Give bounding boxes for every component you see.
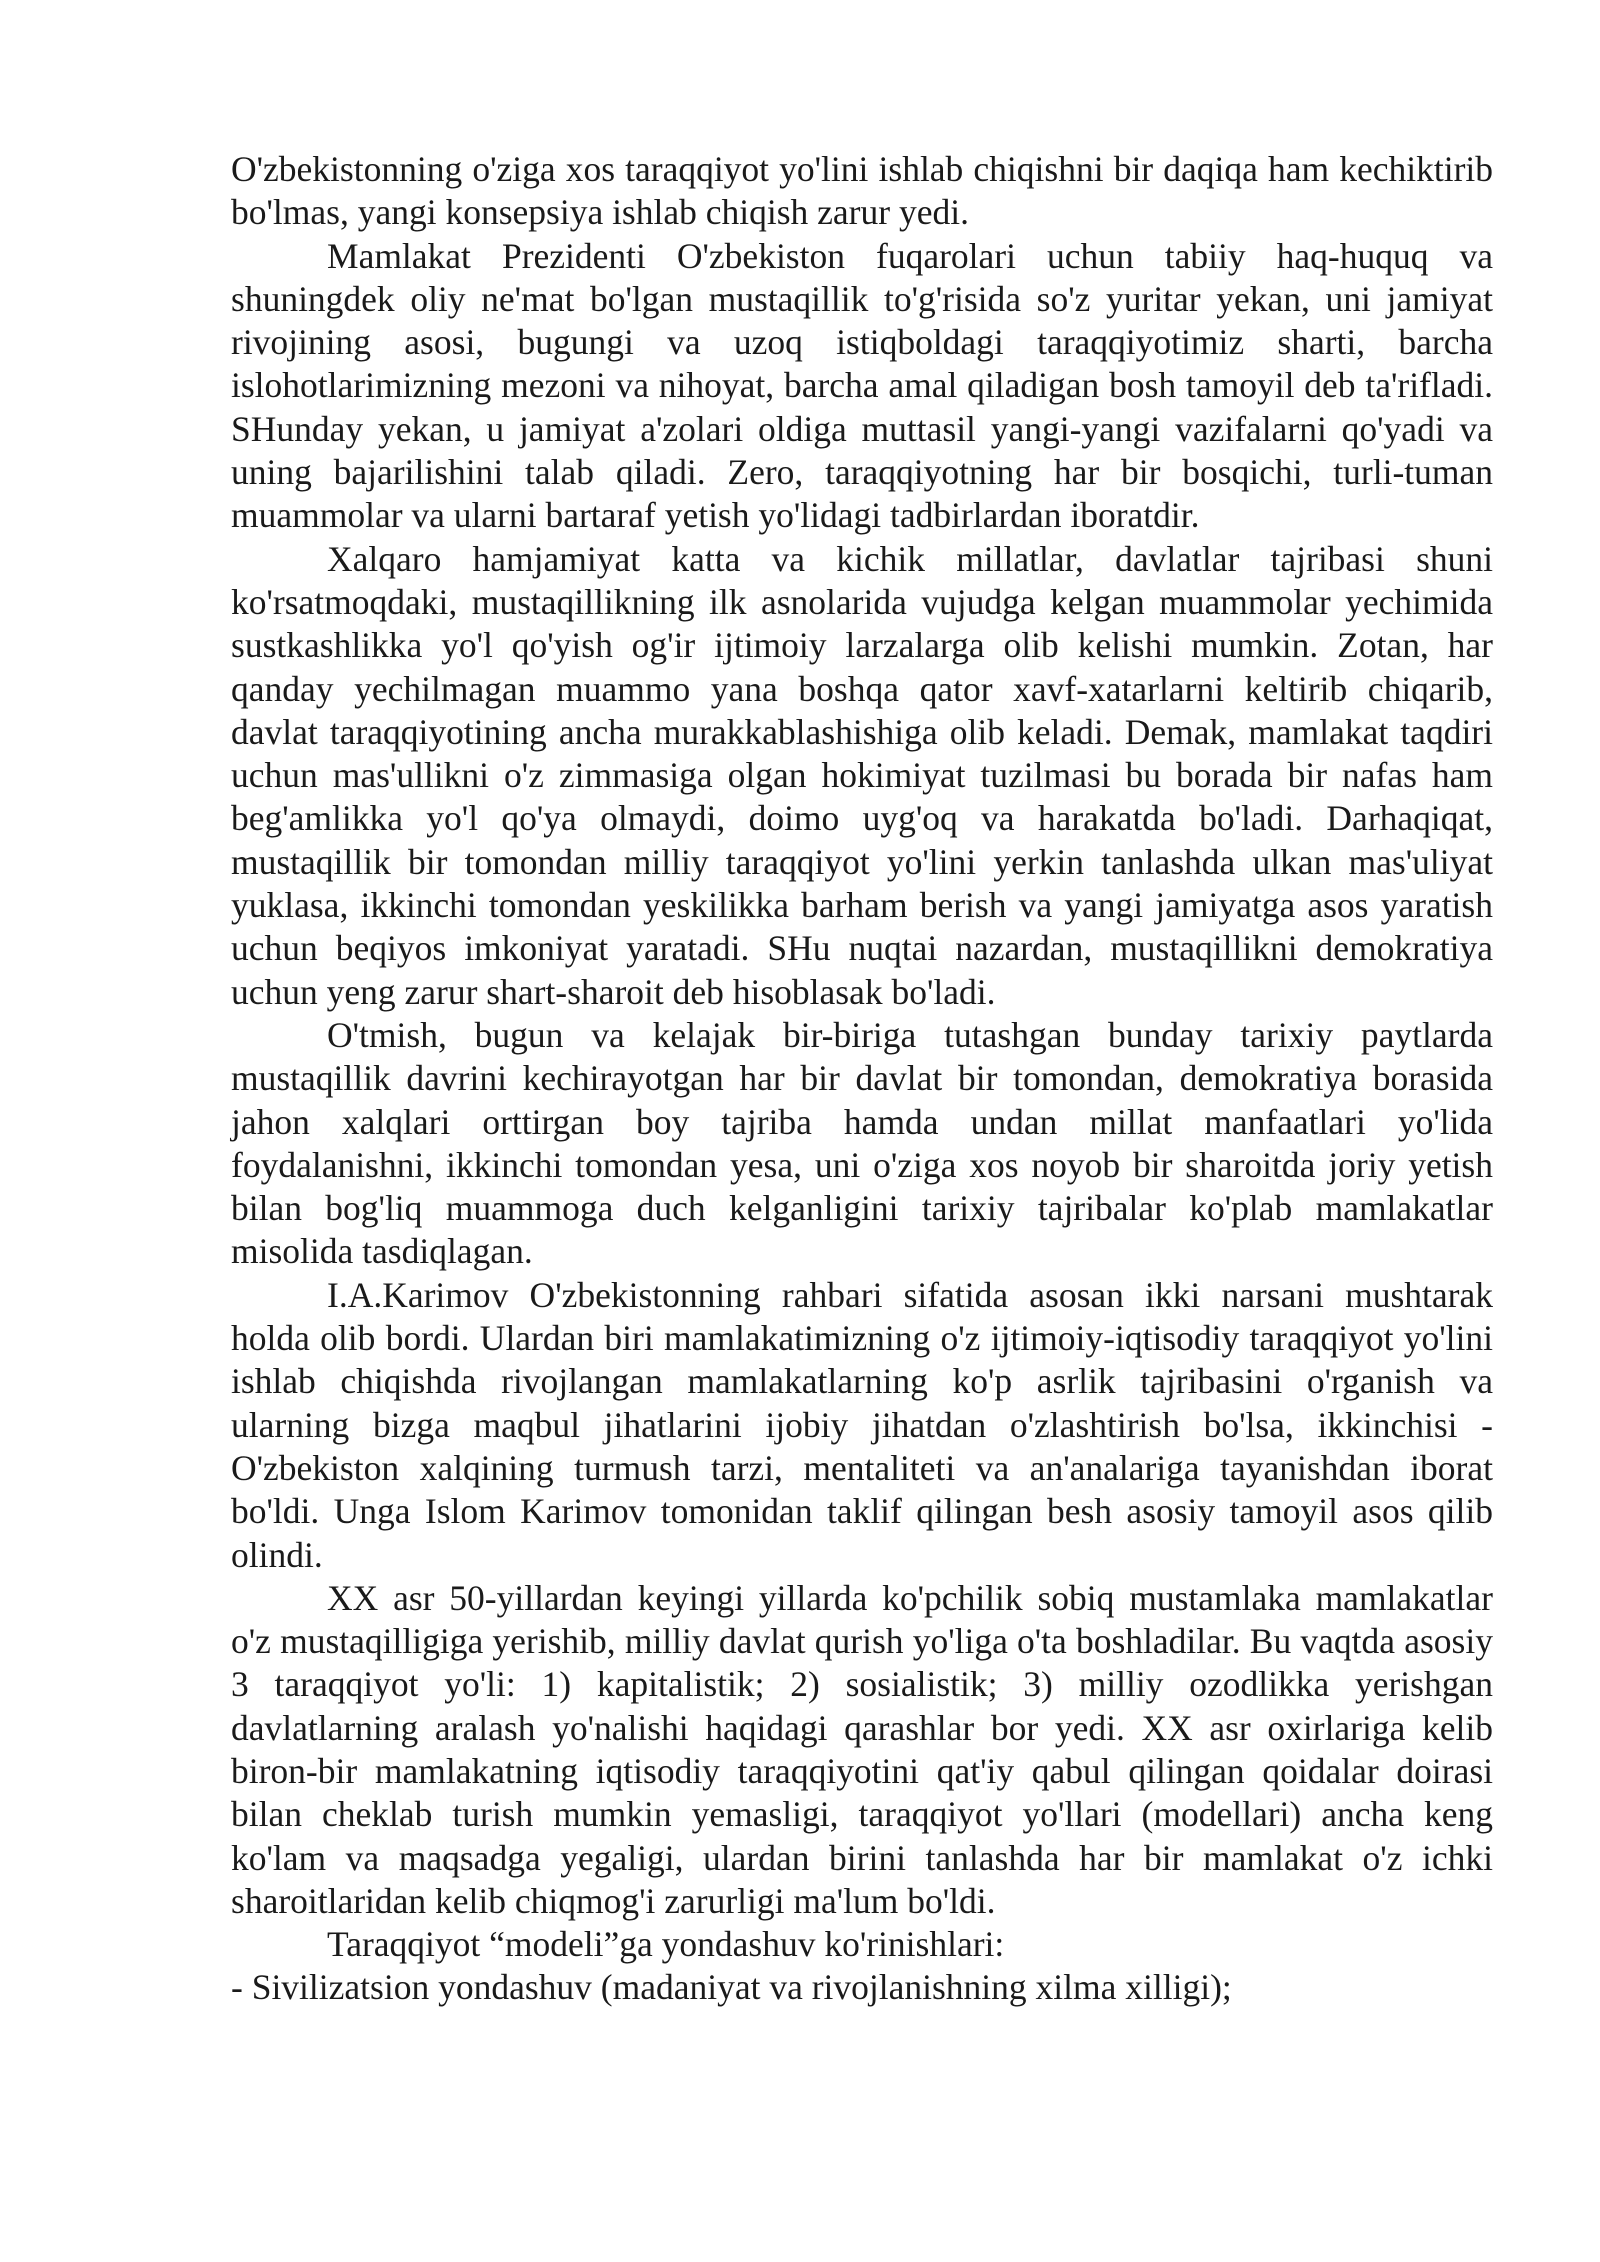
paragraph: XX asr 50-yillardan keyingi yillarda ko'pchilik sobiq mustamlaka mamlakatlar o'z mustaqilligiga yerishib, milliy davlat qurish yo'liga o'ta boshladilar. Bu vaqtda asosiy 3 taraqqiyot yo'li: 1) kapitalistik; 2) sosialistik; 3) milliy ozodlikka yerishgan davlatlarning aralash yo'nalishi haqidagi qarashlar bor yedi. XX asr oxirlariga kelib biron-bir mamlakatning iqtisodiy taraqqiyotini qat'iy qabul qilingan qoidalar doirasi bilan cheklab turish mumkin yemasligi, taraqqiyot yo'llari (modellari) ancha keng ko'lam va maqsadga yegaligi, ulardan birini tanlashda har bir mamlakat o'z ichki sharoitlaridan kelib chiqmog'i zarurligi ma'lum bo'ldi. [231, 1577, 1493, 1921]
list-item: - Sivilizatsion yondashuv (madaniyat va rivojlanishning xilma xilligi); [231, 1967, 1232, 2008]
paragraph: I.A.Karimov O'zbekistonning rahbari sifatida asosan ikki narsani mushtarak holda olib bordi. Ulardan biri mamlakatimizning o'z ijtimoiy-iqtisodiy taraqqiyot yo'lini ishlab chiqishda rivojlangan mamlakatlarning ko'p asrlik tajribasini o'rganish va ularning bizga maqbul jihatlarini ijobiy jihatdan o'zlashtirish bo'lsa, ikkinchisi - O'zbekiston xalqining turmush tarzi, mentaliteti va an'analariga tayanishdan iborat bo'ldi. Unga Islom Karimov tomonidan taklif qilingan besh asosiy tamoyil asos qilib olindi. [231, 1274, 1493, 1575]
paragraph-continuation: O'zbekistonning o'ziga xos taraqqiyot yo'lini ishlab chiqishni bir daqiqa ham kechiktirib bo'lmas, yangi konsepsiya ishlab chiqish zarur yedi. [231, 149, 1493, 233]
document-page [231, 148, 1493, 2010]
paragraph: O'tmish, bugun va kelajak bir-biriga tutashgan bunday tarixiy paytlarda mustaqillik davrini kechirayotgan har bir davlat bir tomondan, demokratiya borasida jahon xalqlari orttirgan boy tajriba hamda undan millat manfaatlari yo'lida foydalanishni, ikkinchi tomondan yesa, uni o'ziga xos noyob bir sharoitda joriy yetish bilan bog'liq muammoga duch kelganligini tarixiy tajribalar ko'plab mamlakatlar misolida tasdiqlagan. [231, 1014, 1493, 1272]
paragraph-heading: Taraqqiyot “modeli”ga yondashuv ko'rinishlari: [327, 1924, 1005, 1965]
paragraph: Mamlakat Prezidenti O'zbekiston fuqarolari uchun tabiiy haq-huquq va shuningdek oliy ne'mat bo'lgan mustaqillik to'g'risida so'z yuritar yekan, uni jamiyat rivojining asosi, bugungi va uzoq istiqboldagi taraqqiyotimiz sharti, barcha islohotlarimizning mezoni va nihoyat, barcha amal qiladigan bosh tamoyil deb ta'rifladi. SHunday yekan, u jamiyat a'zolari oldiga muttasil yangi-yangi vazifalarni qo'yadi va uning bajarilishini talab qiladi. Zero, taraqqiyotning har bir bosqichi, turli-tuman muammolar va ularni bartaraf yetish yo'lidagi tadbirlardan iboratdir. [231, 235, 1493, 536]
paragraph: Xalqaro hamjamiyat katta va kichik millatlar, davlatlar tajribasi shuni ko'rsatmoqdaki, mustaqillikning ilk asnolarida vujudga kelgan muammolar yechimida sustkashlikka yo'l qo'yish og'ir ijtimoiy larzalarga olib kelishi mumkin. Zotan, har qanday yechilmagan muammo yana boshqa qator xavf-xatarlarni keltirib chiqarib, davlat taraqqiyotining ancha murakkablashishiga olib keladi. Demak, mamlakat taqdiri uchun mas'ullikni o'z zimmasiga olgan hokimiyat tuzilmasi bu borada bir nafas ham beg'amlikka yo'l qo'ya olmaydi, doimo uyg'oq va harakatda bo'ladi. Darhaqiqat, mustaqillik bir tomondan milliy taraqqiyot yo'lini yerkin tanlashda ulkan mas'uliyat yuklasa, ikkinchi tomondan yeskilikka barham berish va yangi jamiyatga asos yaratish uchun beqiyos imkoniyat yaratadi. SHu nuqtai nazardan, mustaqillikni demokratiya uchun yeng zarur shart-sharoit deb hisoblasak bo'ladi. [231, 538, 1493, 1012]
